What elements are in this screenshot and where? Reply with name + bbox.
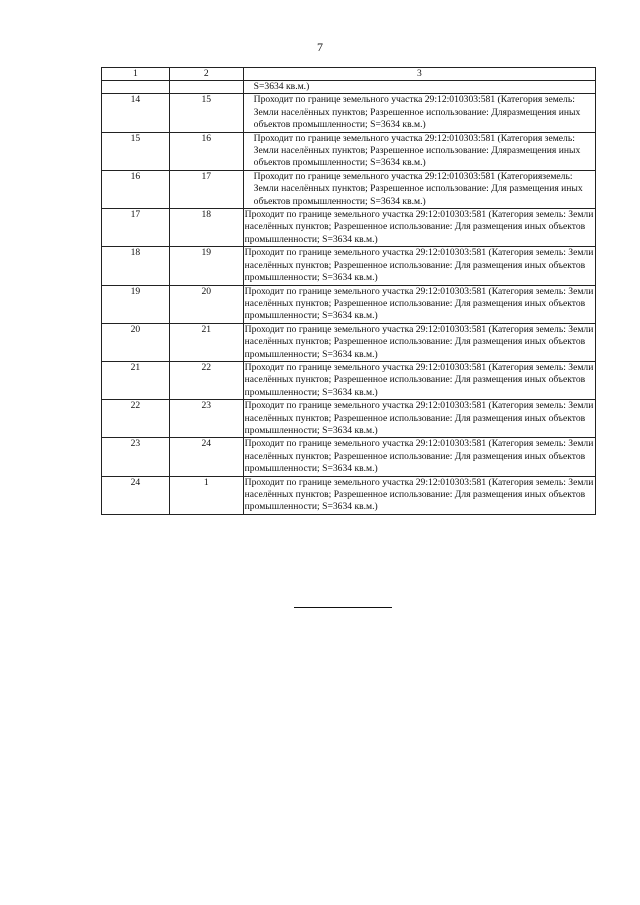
end-of-document-line	[294, 607, 392, 608]
cell-from: 20	[102, 323, 170, 361]
cell-description: Проходит по границе земельного участка 29:12:010303:581 (Категория земель: Земли населённых пунктов; Разрешенное использование: Дляразмещения иных объектов промышленности; S=3634 кв.м.)	[243, 132, 595, 170]
cell-description: Проходит по границе земельного участка 29:12:010303:581 (Категория земель: Земли населённых пунктов; Разрешенное использование: Для размещения иных объектов промышленности; S=3634 кв.м.)	[243, 400, 595, 438]
cell-from: 22	[102, 400, 170, 438]
cell-description: Проходит по границе земельного участка 29:12:010303:581 (Категория земель: Земли населённых пунктов; Разрешенное использование: Для размещения иных объектов промышленности; S=3634 кв.м.)	[243, 209, 595, 247]
header-cell-from: 1	[102, 68, 170, 81]
table-row	[102, 400, 596, 438]
cell-from: 16	[102, 170, 170, 208]
cell-to: 18	[169, 209, 243, 247]
cell-description: S=3634 кв.м.)	[243, 81, 595, 94]
table-row	[102, 285, 596, 323]
header-cell-to: 2	[169, 68, 243, 81]
cell-to: 20	[169, 285, 243, 323]
cell-description: Проходит по границе земельного участка 29:12:010303:581 (Категорияземель: Земли населённых пунктов; Разрешенное использование: Для размещения иных объектов промышленности; S=3634 кв.м.)	[243, 170, 595, 208]
header-cell-description: 3	[243, 68, 595, 81]
cell-to: 1	[169, 476, 243, 514]
table-row	[102, 438, 596, 476]
cell-from: 19	[102, 285, 170, 323]
boundary-table	[101, 67, 596, 515]
cell-description: Проходит по границе земельного участка 29:12:010303:581 (Категория земель: Земли населённых пунктов; Разрешенное использование: Для размещения иных объектов промышленности; S=3634 кв.м.)	[243, 476, 595, 514]
table-row-continuation	[102, 81, 596, 94]
table-row	[102, 94, 596, 132]
cell-to: 23	[169, 400, 243, 438]
cell-from: 24	[102, 476, 170, 514]
cell-description: Проходит по границе земельного участка 29:12:010303:581 (Категория земель: Земли населённых пунктов; Разрешенное использование: Для размещения иных объектов промышленности; S=3634 кв.м.)	[243, 247, 595, 285]
cell-to: 24	[169, 438, 243, 476]
table-row	[102, 247, 596, 285]
cell-from: 17	[102, 209, 170, 247]
cell-description: Проходит по границе земельного участка 29:12:010303:581 (Категория земель: Земли населённых пунктов; Разрешенное использование: Для размещения иных объектов промышленности; S=3634 кв.м.)	[243, 361, 595, 399]
table-row	[102, 132, 596, 170]
table-header-row	[102, 68, 596, 81]
cell-from: 14	[102, 94, 170, 132]
table-row	[102, 170, 596, 208]
cell-to	[169, 81, 243, 94]
page-number: 7	[317, 40, 323, 54]
table-row	[102, 476, 596, 514]
cell-to: 19	[169, 247, 243, 285]
cell-description: Проходит по границе земельного участка 29:12:010303:581 (Категория земель: Земли населённых пунктов; Разрешенное использование: Для размещения иных объектов промышленности; S=3634 кв.м.)	[243, 285, 595, 323]
cell-to: 16	[169, 132, 243, 170]
cell-description: Проходит по границе земельного участка 29:12:010303:581 (Категория земель: Земли населённых пунктов; Разрешенное использование: Дляразмещения иных объектов промышленности; S=3634 кв.м.)	[243, 94, 595, 132]
cell-from: 23	[102, 438, 170, 476]
cell-from: 15	[102, 132, 170, 170]
cell-from	[102, 81, 170, 94]
cell-to: 17	[169, 170, 243, 208]
cell-to: 21	[169, 323, 243, 361]
cell-description: Проходит по границе земельного участка 29:12:010303:581 (Категория земель: Земли населённых пунктов; Разрешенное использование: Для размещения иных объектов промышленности; S=3634 кв.м.)	[243, 323, 595, 361]
cell-from: 21	[102, 361, 170, 399]
cell-to: 15	[169, 94, 243, 132]
cell-description: Проходит по границе земельного участка 29:12:010303:581 (Категория земель: Земли населённых пунктов; Разрешенное использование: Для размещения иных объектов промышленности; S=3634 кв.м.)	[243, 438, 595, 476]
cell-from: 18	[102, 247, 170, 285]
table-row	[102, 209, 596, 247]
table-row	[102, 361, 596, 399]
table-row	[102, 323, 596, 361]
cell-to: 22	[169, 361, 243, 399]
